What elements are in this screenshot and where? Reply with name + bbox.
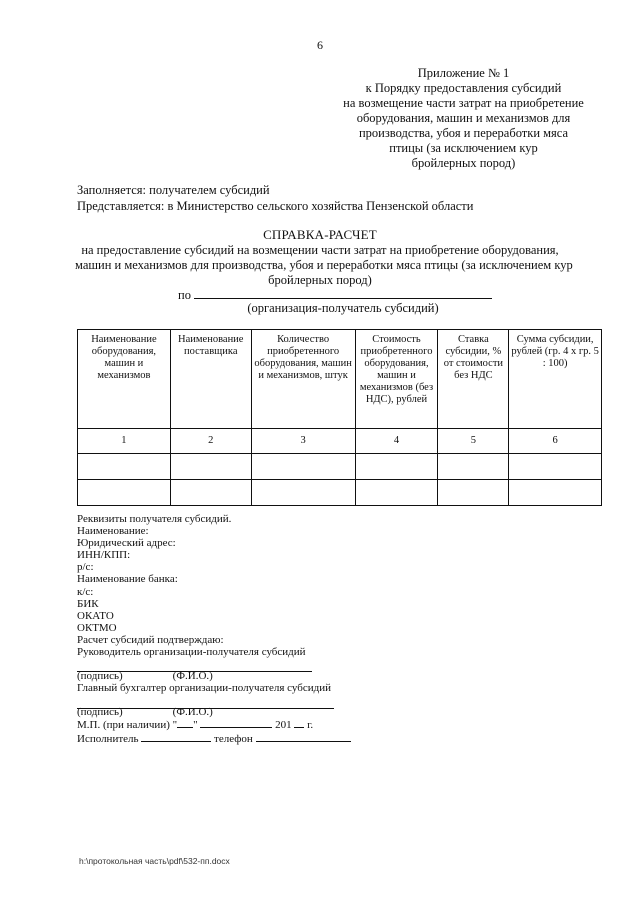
document-title: СПРАВКА-РАСЧЕТ [263, 227, 377, 242]
appendix-line: бройлерных пород) [411, 156, 516, 170]
appendix-line: производства, убоя и переработки мяса [358, 126, 569, 140]
confirm-text: Расчет субсидий подтверждаю: [77, 633, 224, 646]
fio-caption: (Ф.И.О.) [172, 706, 213, 719]
subtitle-line: на предоставление субсидий на возмещении части затрат на приобретение оборудования, [81, 243, 559, 257]
stamp-date-row [77, 718, 351, 731]
table-header-cell: Стоимость приобретенного оборудования, машин и механизмов (без НДС), рублей [355, 330, 438, 429]
table-header-cell: Ставка субсидии, % от стоимости без НДС [438, 330, 509, 429]
subsidy-calculation-table [77, 329, 602, 506]
file-path-footer: h:\протокольная часть\pdf\532-пп.docx [79, 856, 230, 866]
appendix-line: оборудования, машин и механизмов для [356, 111, 571, 125]
organization-field-line[interactable] [194, 298, 492, 299]
document-subtitle [75, 243, 573, 288]
requisite-name: Наименование: [77, 525, 149, 538]
table-cell[interactable] [251, 480, 355, 506]
table-header-cell: Сумма субсидии, рублей (гр. 4 х гр. 5 : 100) [509, 330, 602, 429]
page-number: 6 [317, 38, 323, 52]
executor-row [77, 732, 351, 745]
table-cell[interactable] [438, 454, 509, 480]
requisites-block [77, 513, 351, 745]
accountant-signature-line[interactable] [77, 708, 334, 709]
table-cell[interactable] [170, 454, 251, 480]
subtitle-line: бройлерных пород) [268, 273, 372, 287]
requisite-bank: Наименование банка: [77, 573, 178, 586]
subtitle-line: машин и механизмов для производства, убоя и переработки мяса птицы (за исключением кур [75, 258, 573, 272]
table-cell[interactable] [355, 454, 438, 480]
table-header-cell: Количество приобретенного оборудования, машин и механизмов, штук [251, 330, 355, 429]
table-cell[interactable] [78, 480, 171, 506]
chief-accountant-label: Главный бухгалтер организации-получателя субсидий [77, 682, 332, 695]
executor-label: Исполнитель [77, 732, 139, 745]
appendix-line: на возмещение части затрат на приобретение [343, 96, 584, 110]
appendix-block [336, 66, 591, 171]
po-label: по [178, 288, 191, 302]
table-header-cell: Наименование оборудования, машин и механизмов [78, 330, 171, 429]
stamp-label: М.П. (при наличии) " [77, 719, 178, 732]
appendix-line: к Порядку предоставления субсидий [365, 81, 562, 95]
year-field[interactable] [294, 718, 304, 728]
table-cell[interactable] [355, 480, 438, 506]
column-number: 4 [355, 429, 438, 454]
quote-mark: " [193, 719, 198, 732]
filled-by-text: Заполняется: получателем субсидий [77, 183, 270, 197]
phone-field[interactable] [256, 732, 351, 742]
month-field[interactable] [200, 718, 272, 728]
table-cell[interactable] [509, 454, 602, 480]
table-cell[interactable] [251, 454, 355, 480]
phone-label: телефон [214, 732, 253, 745]
table-header-cell: Наименование поставщика [170, 330, 251, 429]
requisite-rs: р/с: [77, 561, 94, 574]
column-number: 1 [78, 429, 171, 454]
executor-field[interactable] [141, 732, 211, 742]
head-signature-line-row [77, 658, 351, 670]
accountant-signature-line-row [77, 694, 351, 706]
table-cell[interactable] [170, 480, 251, 506]
column-number-row [78, 429, 602, 454]
table-cell[interactable] [78, 454, 171, 480]
column-number: 6 [509, 429, 602, 454]
column-number: 2 [170, 429, 251, 454]
day-field[interactable] [177, 718, 193, 728]
head-of-org-label: Руководитель организации-получателя субсидий [77, 646, 306, 659]
fio-caption: (Ф.И.О.) [172, 670, 213, 683]
requisite-bik: БИК [77, 597, 99, 610]
submitted-to-text: Представляется: в Министерство сельского хозяйства Пензенской области [77, 199, 474, 213]
table-header-row [78, 330, 602, 429]
appendix-line: Приложение № 1 [417, 66, 510, 80]
head-signature-line[interactable] [77, 671, 312, 672]
year-prefix: 201 [275, 719, 292, 732]
requisite-address: Юридический адрес: [77, 537, 176, 550]
table-cell[interactable] [438, 480, 509, 506]
requisite-okato: ОКАТО [77, 609, 114, 622]
column-number: 3 [251, 429, 355, 454]
signature-caption: (подпись) [77, 706, 123, 719]
organization-caption: (организация-получатель субсидий) [247, 301, 439, 315]
table-row [78, 454, 602, 480]
requisite-inn: ИНН/КПП: [77, 549, 131, 562]
table-row [78, 480, 602, 506]
table-cell[interactable] [509, 480, 602, 506]
appendix-line: птицы (за исключением кур [389, 141, 538, 155]
requisites-heading: Реквизиты получателя субсидий. [77, 513, 232, 525]
column-number: 5 [438, 429, 509, 454]
requisite-oktmo: ОКТМО [77, 621, 117, 634]
year-suffix: г. [307, 719, 314, 732]
requisite-ks: к/с: [77, 585, 94, 598]
signature-caption: (подпись) [77, 670, 123, 683]
